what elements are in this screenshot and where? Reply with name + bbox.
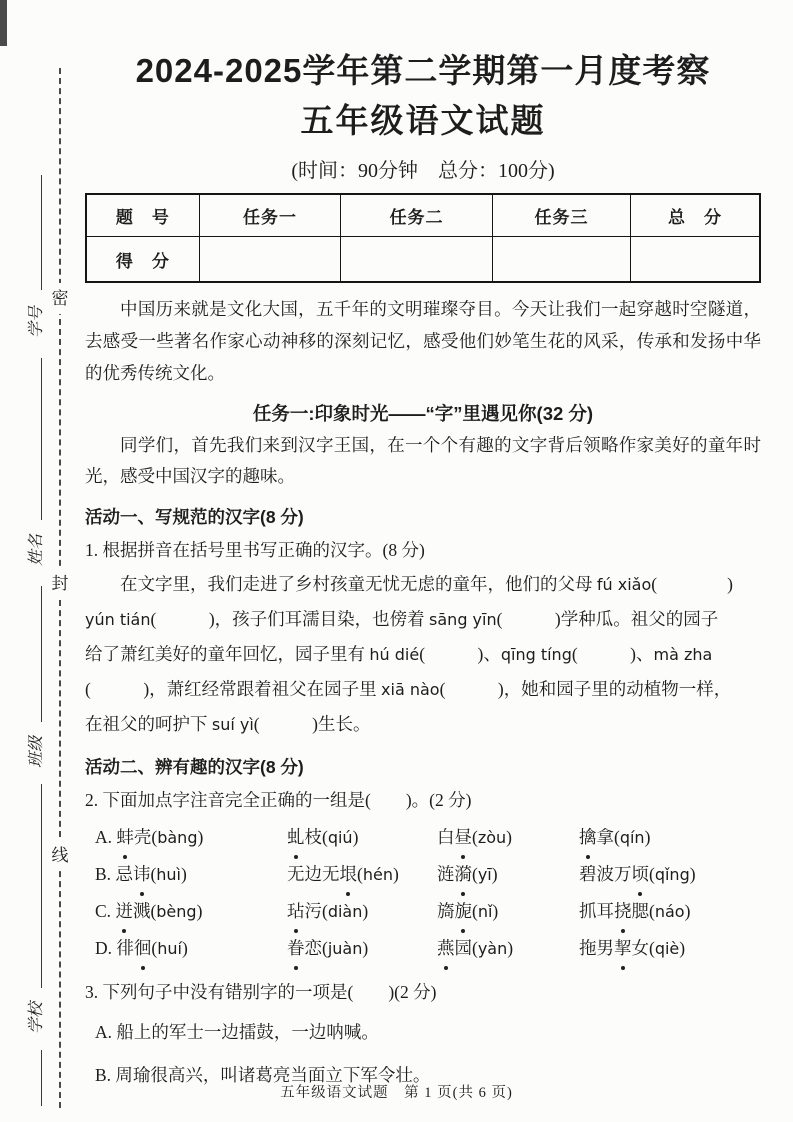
pinyin-hint: náo: [654, 902, 685, 922]
page-footer: 五年级语文试题 第 1 页(共 6 页): [280, 1085, 513, 1101]
seal-char-mi: 密: [50, 283, 70, 314]
pinyin-hint: sāng yīn: [429, 610, 497, 630]
page-title: 2024-2025学年第二学期第一月度考察: [135, 52, 711, 89]
intro-paragraph: 中国历来就是文化大国，五千年的文明璀璨夺目。今天让我们一起穿越时空隧道，去感受一些著名作家心动神移的深刻记忆，感受他们妙笔生花的风采，传承和发扬中华的优秀传统文化。: [85, 299, 761, 384]
score-table-score-row: [86, 237, 760, 283]
page-subtitle: 五年级语文试题: [300, 101, 546, 139]
passage-line: [85, 637, 761, 672]
q2-option-word: 虬枝(qiú): [287, 819, 437, 856]
passage-line: [85, 567, 761, 602]
q2-option-word: 燕园(yàn): [437, 930, 579, 967]
pinyin-hint: yàn: [477, 939, 508, 959]
q2-option-row: [85, 856, 761, 893]
q2-option-word: 碧波万顷(qǐng): [579, 856, 761, 893]
field-fill-line: [41, 784, 42, 988]
score-table-header-row: [86, 194, 760, 237]
pinyin-hint: yī: [477, 865, 492, 885]
dotted-character: 旎: [455, 893, 473, 930]
score-cell-empty: [492, 237, 630, 283]
pinyin-hint: qín: [619, 828, 645, 848]
score-header-cell: 任务二: [341, 194, 493, 237]
dotted-character: 挈: [614, 930, 632, 967]
dotted-character: 擒: [579, 819, 597, 856]
seal-char-xian: 线: [50, 840, 70, 871]
q2-option-word: 擒拿(qín): [579, 819, 761, 856]
q3-option-b: B. 周瑜很高兴，叫诸葛亮当面立下军令壮。: [95, 1065, 431, 1086]
passage-text: ( )学种瓜。祖父的园子: [496, 609, 719, 630]
passage-text: ( )，孩子们耳濡目染，也傍着: [150, 609, 430, 630]
pinyin-hint: hén: [362, 865, 393, 885]
field-label-student-id: 学号: [28, 306, 45, 339]
q2-options: [85, 819, 761, 967]
dotted-character: 徊: [134, 930, 152, 967]
field-label-name: 姓名: [28, 534, 45, 567]
activity1-title: 活动一、写规范的汉字(8 分): [85, 507, 304, 528]
dotted-character: 燕: [437, 930, 455, 967]
score-header-cell: 题 号: [86, 194, 199, 237]
dotted-character: 玷: [287, 893, 305, 930]
score-header-cell: 任务三: [492, 194, 630, 237]
passage-text: ( )、: [419, 644, 501, 665]
dotted-character: 漪: [455, 856, 473, 893]
q2-stem: 2. 下面加点字注音完全正确的一组是( )。(2 分): [85, 790, 472, 811]
q2-option-word: B. 忌讳(huì): [95, 856, 287, 893]
q1-stem: 1. 根据拼音在括号里书写正确的汉字。(8 分): [85, 540, 425, 561]
score-header-cell: 总 分: [631, 194, 760, 237]
score-cell-empty: [341, 237, 493, 283]
dotted-character: 挠: [614, 893, 632, 930]
pinyin-hint: zòu: [477, 828, 507, 848]
passage-text: ( )，萧红经常跟着祖父在园子里: [85, 679, 382, 700]
field-fill-line: [41, 175, 42, 290]
dotted-character: 眷: [287, 930, 305, 967]
passage-text: ( )，她和园子里的动植物一样，: [439, 679, 732, 700]
pinyin-hint: qīng tíng: [500, 645, 572, 665]
field-fill-line: [41, 358, 42, 520]
pinyin-hint: qiú: [327, 828, 353, 848]
q2-option-word: 旖旎(nǐ): [437, 893, 579, 930]
q2-option-word: 拖男挈女(qiè): [579, 930, 761, 967]
pinyin-hint: juàn: [327, 939, 363, 959]
exam-meta: (时间：90分钟 总分：100分): [291, 160, 555, 183]
pinyin-hint: xiā nào: [381, 680, 440, 700]
q2-option-word: 无边无垠(hén): [287, 856, 437, 893]
passage-text: ( )生长。: [253, 714, 371, 735]
field-label-school: 学校: [28, 1002, 45, 1035]
passage-text: 在文字里，我们走进了乡村孩童无忧无虑的童年，他们的父母: [120, 574, 597, 595]
passage-text: ( )、: [571, 644, 654, 665]
seal-char-feng: 封: [50, 568, 70, 599]
score-cell-empty: [631, 237, 760, 283]
q2-option-word: D. 徘徊(huí): [95, 930, 287, 967]
pinyin-hint: hú dié: [369, 645, 420, 665]
scan-artifact: [0, 0, 7, 46]
q2-option-word: 涟漪(yī): [437, 856, 579, 893]
dotted-character: 垠: [340, 856, 358, 893]
q2-option-row: [85, 930, 761, 967]
passage-line: [85, 672, 761, 707]
passage-text: 在祖父的呵护下: [85, 714, 212, 735]
dotted-character: 昼: [455, 819, 473, 856]
pinyin-hint: bèng: [156, 902, 197, 922]
dotted-character: 顷: [632, 856, 650, 893]
passage-text: ( ): [651, 574, 733, 595]
q2-option-word: 白昼(zòu): [437, 819, 579, 856]
pinyin-hint: huí: [157, 939, 182, 959]
dotted-character: 虬: [287, 819, 305, 856]
passage-line: [85, 707, 761, 742]
score-table: [85, 193, 761, 283]
score-cell-empty: [199, 237, 341, 283]
pinyin-hint: bàng: [157, 828, 198, 848]
task1-lead: 同学们，首先我们来到汉字王国，在一个个有趣的文字背后领略作家美好的童年时光，感受中国汉字的趣味。: [85, 435, 761, 487]
q2-option-word: 玷污(diàn): [287, 893, 437, 930]
q2-option-row: [85, 893, 761, 930]
q1-passage: [85, 567, 761, 742]
score-header-cell: 任务一: [199, 194, 341, 237]
pinyin-hint: suí yì: [211, 715, 254, 735]
score-row-label: 得 分: [86, 237, 199, 283]
field-label-class: 班级: [28, 736, 45, 769]
dotted-character: 蚌: [116, 819, 134, 856]
pinyin-hint: qiè: [654, 939, 680, 959]
pinyin-hint: qǐng: [654, 865, 690, 885]
activity2-title: 活动二、辨有趣的汉字(8 分): [85, 757, 304, 778]
q2-option-word: 抓耳挠腮(náo): [579, 893, 761, 930]
pinyin-hint: yún tián: [85, 610, 151, 630]
task1-title: 任务一:印象时光——“字”里遇见你(32 分): [252, 403, 594, 425]
passage-text: 给了萧红美好的童年回忆，园子里有: [85, 644, 370, 665]
q2-option-word: 眷恋(juàn): [287, 930, 437, 967]
q3-stem: 3. 下列句子中没有错别字的一项是( )(2 分): [85, 982, 437, 1003]
exam-content: [85, 40, 761, 1090]
q2-option-word: C. 迸溅(bèng): [95, 893, 287, 930]
passage-line: [85, 602, 761, 637]
field-fill-line: [41, 586, 42, 722]
pinyin-hint: nǐ: [477, 902, 493, 922]
pinyin-hint: fú xiǎo: [596, 575, 652, 595]
q2-option-row: [85, 819, 761, 856]
q3-option-a: A. 船上的军士一边擂鼓，一边呐喊。: [95, 1022, 379, 1043]
q2-option-word: A. 蚌壳(bàng): [95, 819, 287, 856]
pinyin-hint: diàn: [327, 902, 363, 922]
pinyin-hint: mà zha: [653, 645, 713, 665]
pinyin-hint: huì: [156, 865, 181, 885]
dotted-character: 讳: [133, 856, 151, 893]
dotted-character: 迸: [115, 893, 133, 930]
